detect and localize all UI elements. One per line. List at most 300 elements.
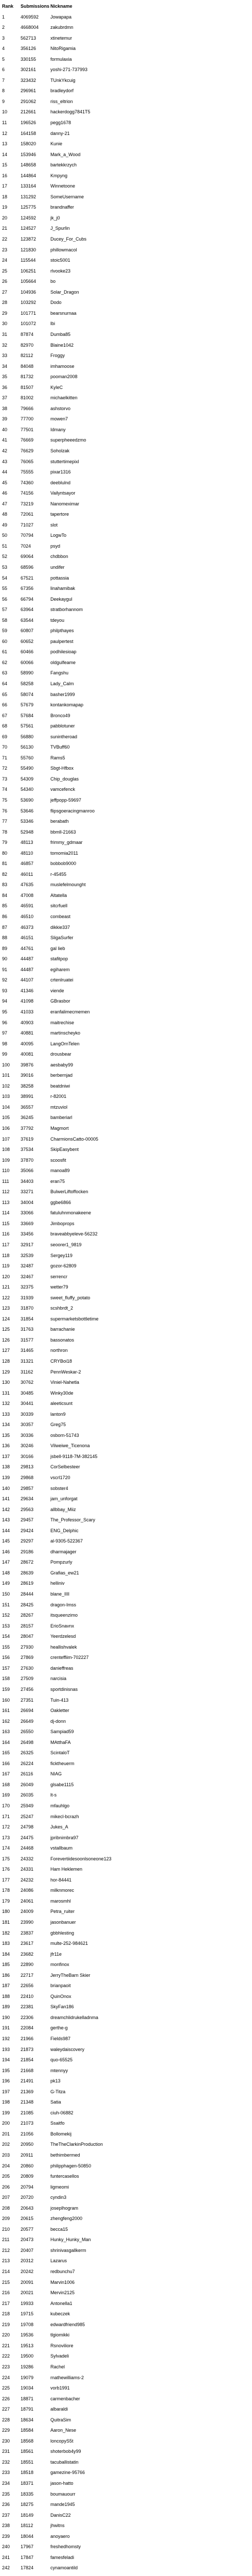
rank-cell: 216: [2, 2290, 10, 2296]
nickname-cell: jk_j0: [50, 215, 60, 221]
rank-cell: 222: [2, 2353, 10, 2359]
submissions-cell: 19513: [21, 2343, 34, 2348]
table-row: [2, 2341, 143, 2351]
submissions-cell: 26116: [21, 1771, 33, 1777]
rank-cell: 202: [2, 2142, 10, 2147]
nickname-cell: Ssaitfo: [50, 2121, 65, 2126]
submissions-cell: 21085: [21, 2110, 34, 2115]
nickname-cell: xtinetemur: [50, 35, 73, 41]
table-row: [2, 1684, 143, 1695]
rank-cell: 154: [2, 1634, 10, 1639]
nickname-cell: quo-65525: [50, 2057, 73, 2063]
rank-cell: 24: [2, 258, 8, 263]
nickname-cell: pooman2008: [50, 374, 78, 380]
table-row: [2, 625, 143, 636]
rank-cell: 62: [2, 659, 8, 665]
submissions-cell: 46151: [21, 935, 34, 941]
rank-cell: 110: [2, 1168, 10, 1174]
rank-cell: 139: [2, 1475, 10, 1481]
nickname-cell: CharmionsCatto-00005: [50, 1136, 99, 1142]
rank-cell: 74: [2, 787, 8, 792]
rank-cell: 86: [2, 914, 8, 920]
rank-cell: 142: [2, 1506, 10, 1512]
rank-cell: 83: [2, 882, 8, 888]
submissions-cell: 20809: [21, 2174, 34, 2179]
rank-cell: 117: [2, 1242, 10, 1247]
nickname-cell: cynamoantild: [50, 2565, 78, 2571]
submissions-cell: 60466: [21, 649, 34, 655]
submissions-cell: 28672: [21, 1560, 34, 1565]
submissions-cell: 31763: [21, 1327, 34, 1332]
nickname-cell: r-82001: [50, 1094, 67, 1099]
nickname-cell: bearsnurnaa: [50, 310, 77, 316]
nickname-cell: Sampiad59: [50, 1729, 74, 1735]
nickname-cell: edwardfriend985: [50, 2321, 85, 2327]
nickname-cell: jam_unforgat: [50, 1496, 78, 1502]
nickname-cell: mowen7: [50, 416, 68, 422]
nickname-cell: tapertore: [50, 512, 69, 517]
submissions-cell: 35066: [21, 1168, 34, 1174]
rank-cell: 144: [2, 1528, 10, 1533]
table-row: [2, 1949, 143, 1960]
table-row: [2, 1419, 143, 1430]
rank-cell: 44: [2, 469, 8, 475]
nickname-cell: famesfeladi: [50, 2554, 75, 2560]
submissions-cell: 82970: [21, 342, 34, 348]
table-row: [2, 996, 143, 1007]
submissions-cell: 39876: [21, 1062, 34, 1067]
nickname-cell: ficktheuerm: [50, 1760, 75, 1766]
table-row: [2, 382, 143, 393]
submissions-cell: 34403: [21, 1178, 34, 1184]
table-row: [2, 1165, 143, 1176]
rank-cell: 125: [2, 1327, 10, 1332]
nickname-cell: psyd: [50, 543, 61, 549]
nickname-cell: berabath: [50, 819, 69, 824]
submissions-cell: 73219: [21, 501, 34, 506]
table-row: [2, 223, 143, 234]
submissions-cell: 31854: [21, 1316, 34, 1321]
nickname-cell: albaraldi: [50, 2406, 68, 2412]
table-row: [2, 1282, 143, 1293]
nickname-cell: Sbgt-Hfbox: [50, 766, 74, 771]
nickname-cell: Rsnoviliore: [50, 2343, 74, 2348]
rank-cell: 186: [2, 1972, 10, 1978]
rank-cell: 163: [2, 1729, 10, 1735]
rank-cell: 145: [2, 1538, 10, 1544]
submissions-cell: 20911: [21, 2153, 33, 2158]
table-row: [2, 171, 143, 181]
nickname-cell: lbi: [50, 321, 56, 327]
submissions-cell: 41033: [21, 1009, 34, 1014]
table-row: [2, 753, 143, 764]
submissions-cell: 296961: [21, 88, 37, 94]
submissions-cell: 68596: [21, 564, 34, 570]
table-row: [2, 1440, 143, 1451]
table-row: [2, 1028, 143, 1039]
nickname-cell: heallishvalek: [50, 1644, 77, 1650]
nickname-cell: brianpaoit: [50, 1983, 71, 1989]
rank-cell: 40: [2, 427, 8, 432]
nickname-cell: Tuin-413: [50, 1697, 69, 1703]
table-row: [2, 1536, 143, 1547]
rank-cell: 204: [2, 2163, 10, 2168]
submissions-cell: 37792: [21, 1125, 34, 1131]
submissions-cell: 36245: [21, 1115, 34, 1121]
submissions-cell: 69064: [21, 554, 34, 560]
nickname-cell: philipphagen-50850: [50, 2163, 92, 2168]
nickname-cell: KyleC: [50, 384, 63, 390]
table-row: [2, 594, 143, 605]
nickname-cell: gamezine-95766: [50, 2470, 85, 2476]
rank-cell: 221: [2, 2343, 10, 2348]
rank-cell: 91: [2, 967, 8, 972]
table-row: [2, 1494, 143, 1504]
submissions-cell: 31577: [21, 1337, 34, 1343]
rank-cell: 82: [2, 871, 8, 877]
rank-cell: 236: [2, 2502, 10, 2507]
table-row: [2, 2044, 143, 2055]
rank-cell: 89: [2, 945, 8, 951]
submissions-cell: 24475: [21, 1835, 34, 1840]
nickname-cell: SkipEasybent: [50, 1147, 79, 1153]
rank-cell: 10: [2, 109, 8, 115]
table-row: [2, 149, 143, 160]
table-row: [2, 181, 143, 192]
rank-cell: 39: [2, 416, 8, 422]
submissions-cell: 52948: [21, 829, 34, 835]
rank-cell: 70: [2, 744, 8, 750]
submissions-cell: 67521: [21, 575, 34, 581]
submissions-cell: 55490: [21, 766, 34, 771]
nickname-cell: Aaron_Nese: [50, 2428, 77, 2433]
rank-cell: 146: [2, 1549, 10, 1554]
submissions-cell: 26035: [21, 1792, 34, 1798]
rank-cell: 172: [2, 1824, 10, 1830]
submissions-cell: 48113: [21, 840, 33, 845]
table-row: [2, 2298, 143, 2309]
table-row: [2, 202, 143, 213]
table-row: [2, 2234, 143, 2245]
table-row: [2, 1430, 143, 1441]
rank-cell: 33: [2, 353, 8, 359]
nickname-cell: Dodo: [50, 300, 62, 306]
table-row: [2, 1737, 143, 1748]
table-row: [2, 2245, 143, 2256]
nickname-cell: viende: [50, 988, 64, 993]
nickname-cell: bobbob9000: [50, 861, 77, 867]
rank-cell: 199: [2, 2110, 10, 2115]
table-row: [2, 1652, 143, 1663]
table-row: [2, 1070, 143, 1081]
rank-cell: 228: [2, 2417, 10, 2422]
nickname-cell: formulaxia: [50, 56, 72, 62]
rank-cell: 133: [2, 1411, 10, 1417]
submissions-cell: 56880: [21, 734, 34, 739]
nickname-cell: stuttertimepixl: [50, 459, 79, 464]
table-row: [2, 647, 143, 657]
submissions-cell: 302161: [21, 67, 37, 73]
nickname-cell: DanisC22: [50, 2512, 71, 2518]
submissions-cell: 105664: [21, 279, 37, 284]
table-row: [2, 1345, 143, 1356]
table-row: [2, 604, 143, 615]
rank-cell: 68: [2, 723, 8, 729]
nickname-cell: lanton9: [50, 1411, 66, 1417]
rank-cell: 107: [2, 1136, 10, 1142]
table-row: [2, 54, 143, 65]
rank-cell: 48: [2, 512, 8, 517]
rank-cell: 234: [2, 2480, 10, 2486]
nickname-cell: tomomia2011: [50, 850, 78, 856]
submissions-cell: 115544: [21, 258, 36, 263]
table-row: [2, 287, 143, 298]
nickname-cell: sobster4: [50, 1485, 68, 1491]
submissions-cell: 18584: [21, 2428, 34, 2433]
submissions-cell: 323432: [21, 77, 37, 83]
submissions-cell: 33271: [21, 1189, 34, 1195]
table-row: [2, 679, 143, 689]
table-row: [2, 700, 143, 710]
submissions-cell: 66794: [21, 596, 34, 602]
nickname-cell: danny-21: [50, 130, 70, 136]
nickname-cell: Magmort: [50, 1125, 69, 1131]
table-row: [2, 350, 143, 361]
table-row: [2, 1155, 143, 1166]
nickname-cell: mfauhlgo: [50, 1803, 70, 1808]
table-row: [2, 2129, 143, 2140]
nickname-cell: LogwTo: [50, 533, 67, 538]
nickname-cell: scoosfit: [50, 1157, 66, 1163]
nickname-cell: multe-252-984621: [50, 1941, 88, 1946]
table-row: [2, 2478, 143, 2489]
submissions-cell: 18044: [21, 2533, 34, 2539]
nickname-cell: manoa89: [50, 1168, 70, 1174]
submissions-cell: 29563: [21, 1506, 34, 1512]
nickname-cell: zhengfeng2000: [50, 2216, 83, 2222]
nickname-cell: al-9305-522367: [50, 1538, 83, 1544]
table-row: [2, 64, 143, 75]
nickname-cell: northron: [50, 1348, 68, 1353]
submissions-cell: 46373: [21, 924, 34, 930]
rank-cell: 190: [2, 2014, 10, 2020]
nickname-cell: brandnaffer: [50, 205, 74, 210]
rank-cell: 233: [2, 2470, 10, 2476]
nickname-cell: freshedhomsty: [50, 2544, 81, 2550]
submissions-cell: 19500: [21, 2353, 34, 2359]
table-row: [2, 2203, 143, 2214]
rank-cell: 164: [2, 1739, 10, 1745]
table-row: [2, 255, 143, 266]
table-row: [2, 1134, 143, 1145]
table-row: [2, 1864, 143, 1875]
submissions-cell: 41098: [21, 998, 34, 1004]
table-row: [2, 1716, 143, 1727]
table-row: [2, 2541, 143, 2552]
table-row: [2, 1642, 143, 1653]
submissions-cell: 46857: [21, 861, 34, 867]
rank-cell: 35: [2, 374, 8, 380]
table-row: [2, 2277, 143, 2288]
rank-cell: 34: [2, 363, 8, 369]
rank-cell: 4: [2, 46, 5, 52]
leaderboard-table: [2, 1, 143, 2576]
rank-cell: 178: [2, 1888, 10, 1893]
rank-cell: 85: [2, 903, 8, 909]
nickname-cell: monfinox: [50, 1962, 69, 1968]
rank-cell: 37: [2, 395, 8, 401]
table-row: [2, 1303, 143, 1314]
table-row: [2, 763, 143, 774]
table-row: [2, 192, 143, 202]
rank-cell: 119: [2, 1263, 10, 1269]
table-row: [2, 848, 143, 859]
rank-cell: 187: [2, 1983, 10, 1989]
nickname-cell: eranfalimecmemen: [50, 1009, 90, 1014]
nickname-cell: michaelkitten: [50, 395, 78, 401]
table-row: [2, 1272, 143, 1282]
table-row: [2, 2139, 143, 2150]
nickname-cell: Lazarus: [50, 2258, 67, 2264]
submissions-cell: 33456: [21, 1231, 34, 1237]
submissions-cell: 28157: [21, 1623, 34, 1629]
table-row: [2, 2563, 143, 2573]
table-row: [2, 456, 143, 467]
table-row: [2, 2192, 143, 2203]
table-row: [2, 551, 143, 562]
rank-cell: 226: [2, 2396, 10, 2401]
table-row: [2, 1250, 143, 1261]
submissions-cell: 17967: [21, 2544, 34, 2550]
table-row: [2, 2287, 143, 2298]
rank-cell: 29: [2, 310, 8, 316]
nickname-cell: pegg1678: [50, 120, 71, 126]
rank-cell: 76: [2, 808, 8, 814]
submissions-cell: 18871: [21, 2396, 34, 2401]
submissions-cell: 31321: [21, 1359, 34, 1364]
table-row: [2, 1547, 143, 1557]
table-row: [2, 774, 143, 785]
nickname-cell: Kmpyng: [50, 173, 68, 178]
nickname-cell: barrachanie: [50, 1327, 75, 1332]
rank-cell: 148: [2, 1570, 10, 1575]
submissions-cell: 26325: [21, 1750, 34, 1756]
nickname-cell: dharmajager: [50, 1549, 77, 1554]
submissions-cell: 54309: [21, 776, 34, 782]
submissions-cell: 31939: [21, 1295, 34, 1300]
nickname-cell: bassonatos: [50, 1337, 75, 1343]
submissions-cell: 36557: [21, 1104, 34, 1110]
table-row: [2, 721, 143, 732]
nickname-cell: paulpertest: [50, 638, 74, 644]
nickname-cell: ashstorvo: [50, 405, 71, 411]
rank-cell: 42: [2, 448, 8, 453]
nickname-cell: anoyaero: [50, 2533, 70, 2539]
table-row: [2, 2118, 143, 2129]
rank-cell: 115: [2, 1221, 10, 1226]
nickname-cell: dikkie337: [50, 924, 70, 930]
rank-cell: 168: [2, 1782, 10, 1787]
rank-cell: 207: [2, 2195, 10, 2200]
nickname-header: Nickname: [50, 4, 73, 9]
nickname-cell: pottassia: [50, 575, 69, 581]
table-row: [2, 1589, 143, 1600]
rank-cell: 2: [2, 25, 5, 30]
submissions-cell: 104936: [21, 289, 37, 295]
table-row: [2, 615, 143, 626]
submissions-cell: 20720: [21, 2195, 34, 2200]
table-row: [2, 1600, 143, 1611]
nickname-cell: NIAG: [50, 1771, 62, 1777]
nickname-cell: Fangshu: [50, 670, 69, 676]
nickname-cell: Viniel-Nahetla: [50, 1380, 79, 1385]
submissions-cell: 101771: [21, 310, 37, 316]
rank-cell: 208: [2, 2205, 10, 2211]
rank-cell: 123: [2, 1306, 10, 1311]
table-row: [2, 1557, 143, 1568]
table-row: [2, 562, 143, 573]
submissions-cell: 124592: [21, 215, 37, 221]
rank-cell: 129: [2, 1369, 10, 1375]
table-row: [2, 986, 143, 996]
table-row: [2, 1144, 143, 1155]
rank-cell: 45: [2, 480, 8, 485]
nickname-cell: shrinivasgallkerm: [50, 2247, 86, 2253]
rank-cell: 182: [2, 1930, 10, 1936]
submissions-cell: 18371: [21, 2480, 34, 2486]
rank-cell: 63: [2, 670, 8, 676]
submissions-cell: 18518: [21, 2470, 34, 2476]
submissions-cell: 18551: [21, 2459, 34, 2465]
submissions-cell: 40081: [21, 1052, 34, 1057]
nickname-cell: bbmll-21663: [50, 829, 76, 835]
table-row: [2, 2309, 143, 2319]
submissions-cell: 20860: [21, 2163, 34, 2168]
nickname-cell: gozor-62809: [50, 1263, 77, 1269]
nickname-cell: hor-84441: [50, 1877, 72, 1883]
submissions-cell: 44761: [21, 945, 34, 951]
rank-cell: 242: [2, 2565, 10, 2571]
rank-cell: 177: [2, 1877, 10, 1883]
nickname-cell: undifer: [50, 564, 65, 570]
nickname-cell: hackerdogg7841T5: [50, 109, 91, 115]
rank-cell: 156: [2, 1655, 10, 1660]
rank-cell: 230: [2, 2438, 10, 2444]
nickname-cell: Vailyntsayor: [50, 490, 76, 496]
submissions-cell: 77501: [21, 427, 34, 432]
table-row: [2, 2182, 143, 2193]
rank-cell: 116: [2, 1231, 10, 1237]
submissions-cell: 27930: [21, 1644, 34, 1650]
submissions-cell: 28639: [21, 1570, 34, 1575]
rank-cell: 103: [2, 1094, 10, 1099]
table-row: [2, 2457, 143, 2468]
submissions-cell: 101072: [21, 321, 37, 327]
submissions-cell: 20643: [21, 2205, 34, 2211]
nickname-cell: dj-donn: [50, 1718, 66, 1724]
table-row: [2, 795, 143, 806]
submissions-cell: 106251: [21, 268, 37, 274]
table-row: [2, 2467, 143, 2478]
submissions-cell: 29424: [21, 1528, 34, 1533]
rank-cell: 212: [2, 2247, 10, 2253]
table-row: [2, 2002, 143, 2012]
nickname-cell: Mervin2125: [50, 2290, 75, 2296]
nickname-cell: sweet_fluffy_potato: [50, 1295, 91, 1300]
submissions-cell: 47008: [21, 892, 34, 898]
submissions-cell: 20794: [21, 2184, 34, 2190]
table-row: [2, 266, 143, 277]
